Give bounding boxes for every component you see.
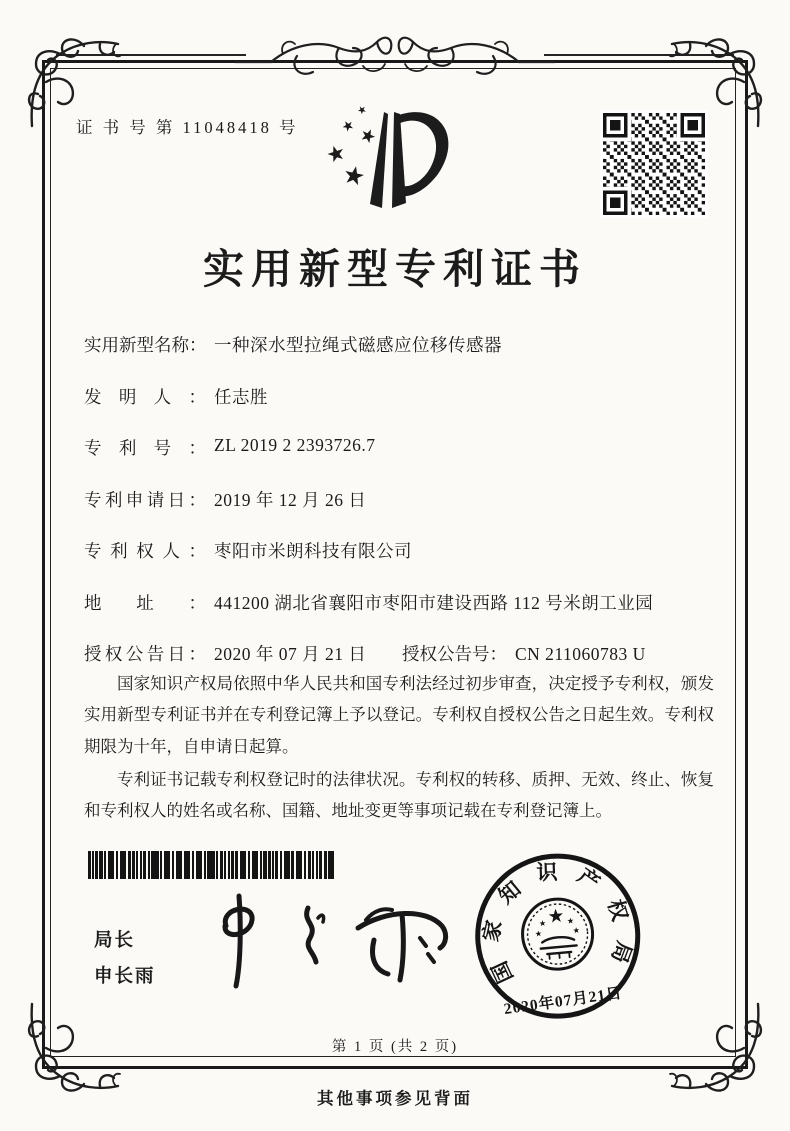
field-patent-number [84,435,720,460]
field-value: CN 211060783 U [515,644,646,664]
qr-code-icon [600,110,708,218]
field-value: 一种深水型拉绳式磁感应位移传感器 [214,335,502,355]
signature-icon [198,882,468,1000]
field-label: 地址： [84,592,206,613]
top-center-scroll-ornament [235,22,555,86]
field-grant-date [84,641,402,666]
field-inventor [84,384,720,409]
national-emblem-icon [520,896,596,972]
field-value: 2019 年 12 月 26 日 [214,489,367,510]
page-number: 第 1 页 (共 2 页) [331,1039,459,1055]
field-filing-date [84,487,720,512]
back-side-note: 其他事项参见背面 [317,1089,473,1108]
legal-paragraph-2: 专利证书记载专利权登记时的法律状况。专利权的转移、质押、无效、终止、恢复和专利权人的姓名或名称、国籍、地址变更等事项记载在专利登记簿上。 [84,770,714,821]
field-grant-number [402,641,646,666]
legal-text [84,668,714,829]
field-label: 专利申请日： [84,489,206,510]
field-label: 专利权人： [84,541,206,561]
cnipa-logo-icon [306,90,478,232]
seal-date: 2020年07月21日 [502,984,624,1019]
barcode-icon [88,851,336,879]
field-value: 441200 湖北省襄阳市枣阳市建设西路 112 号米朗工业园 [214,592,654,613]
field-patentee [84,538,720,563]
field-label: 授权公告号： [402,644,507,664]
officer-block [94,922,156,994]
field-label: 发明人： [84,386,206,407]
field-value: 2020 年 07 月 21 日 [214,644,367,664]
field-value: 枣阳市米朗科技有限公司 [214,541,412,561]
field-label: 专利号： [84,438,206,458]
official-seal [444,837,673,1041]
certificate-title: 实用新型专利证书 [203,246,587,292]
field-utility-model-name [84,332,720,357]
officer-title: 局长 [94,929,136,950]
field-value: 任志胜 [214,386,268,407]
officer-name: 申长雨 [94,965,156,986]
field-label: 授权公告日： [84,644,206,664]
certificate-number: 证 书 号 第 11048418 号 [76,118,299,137]
field-value: ZL 2019 2 2393726.7 [214,435,376,455]
field-list [84,332,720,693]
field-label: 实用新型名称： [84,335,207,355]
field-address [84,590,720,615]
field-grant-row [84,641,720,666]
seal-agency-text: 国家知识产权局 [478,859,638,987]
legal-paragraph-1: 国家知识产权局依照中华人民共和国专利法经过初步审查，决定授予专利权，颁发实用新型专利证书并在专利登记簿上予以登记。专利权自授权公告之日起生效。专利权期限为十年，自申请日起算。 [84,674,714,756]
svg-text:国家知识产权局 [472,853,641,995]
